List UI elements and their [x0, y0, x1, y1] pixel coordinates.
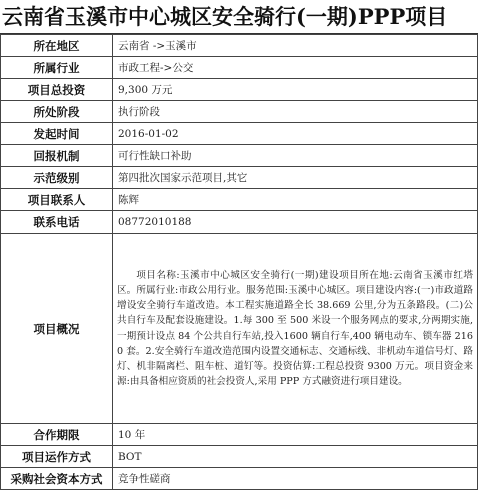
table-row [1, 468, 478, 490]
row-label: 合作期限 [1, 424, 113, 446]
table-row [1, 167, 478, 189]
row-label: 项目运作方式 [1, 446, 113, 468]
row-value: 市政工程->公交 [113, 57, 478, 79]
row-value: 08772010188 [113, 211, 478, 234]
table-row [1, 446, 478, 468]
row-value: 云南省 ->玉溪市 [113, 35, 478, 57]
row-value: 竞争性磋商 [113, 468, 478, 490]
row-value: 9,300 万元 [113, 79, 478, 101]
row-label: 示范级别 [1, 167, 113, 189]
row-label: 所在地区 [1, 35, 113, 57]
row-label: 采购社会资本方式 [1, 468, 113, 490]
table-row [1, 35, 478, 57]
row-label: 项目联系人 [1, 189, 113, 211]
table-row [1, 211, 478, 234]
row-value: BOT [113, 446, 478, 468]
row-value: 第四批次国家示范项目,其它 [113, 167, 478, 189]
table-row [1, 79, 478, 101]
row-value: 2016-01-02 [113, 123, 478, 145]
row-value: 可行性缺口补助 [113, 145, 478, 167]
row-label: 发起时间 [1, 123, 113, 145]
row-value: 陈辉 [113, 189, 478, 211]
table-row [1, 189, 478, 211]
row-label: 所属行业 [1, 57, 113, 79]
row-value: 执行阶段 [113, 101, 478, 123]
project-info-table [0, 34, 478, 490]
page-title: 云南省玉溪市中心城区安全骑行(一期)PPP项目 [0, 0, 478, 34]
table-row [1, 145, 478, 167]
table-row [1, 424, 478, 446]
row-label: 所处阶段 [1, 101, 113, 123]
row-label: 回报机制 [1, 145, 113, 167]
table-row [1, 234, 478, 424]
project-overview-text: 项目名称:玉溪市中心城区安全骑行(一期)建设项目所在地:云南省玉溪市红塔区。所属行业:市政公用行业。服务范围:玉溪中心城区。项目建设内容:(一)市政道路增设安全骑行车道改造。本工程实施道路全长 38.669 公里,分为五条路段。(二)公共自行车及配套设施建设。1.每 300 至 500 米设一个服务网点的要求,分两期实施,一期预计设点 84 个公共自行车站,投入1600 辆自行车,400 辆电动车、锁车器 2160 套。2.安全骑行车道改造范围内设置交通标志、交通标线、非机动车道信号灯、路灯、机非隔离栏、阻车桩、道钉等。投资估算:工程总投资 9300 万元。项目资金来源:由具备相应资质的社会投资人,采用 PPP 方式融资进行项目建设。 [113, 234, 478, 424]
table-row [1, 101, 478, 123]
row-label: 联系电话 [1, 211, 113, 234]
row-label: 项目总投资 [1, 79, 113, 101]
table-row [1, 123, 478, 145]
row-value: 10 年 [113, 424, 478, 446]
row-label: 项目概况 [1, 234, 113, 424]
table-row [1, 57, 478, 79]
